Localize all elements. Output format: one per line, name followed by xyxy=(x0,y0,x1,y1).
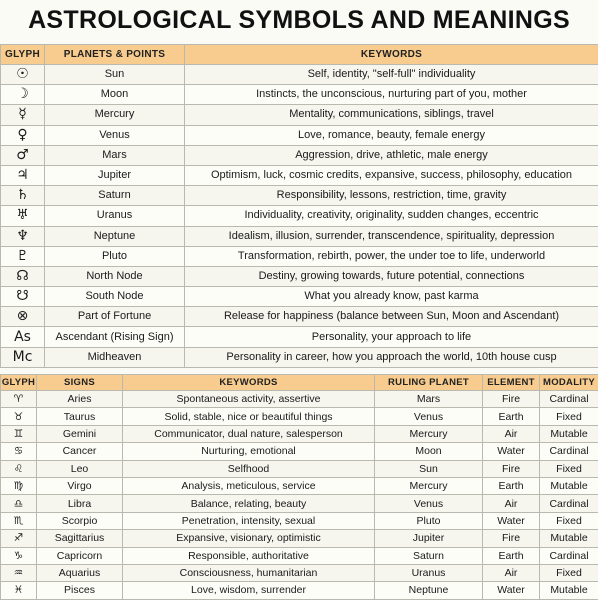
sign-keywords: Selfhood xyxy=(123,460,375,477)
glyph-icon: ♀ xyxy=(1,125,45,145)
sign-name: Leo xyxy=(37,460,123,477)
planet-keywords: What you already know, past karma xyxy=(185,287,598,307)
header-planets-points: PLANETS & POINTS xyxy=(45,45,185,65)
glyph-icon: Mc xyxy=(1,347,45,367)
table-row xyxy=(1,287,598,307)
glyph-icon: ☿ xyxy=(1,105,45,125)
planet-keywords: Individuality, creativity, originality, sudden changes, eccentric xyxy=(185,206,598,226)
element: Water xyxy=(483,443,540,460)
planet-keywords: Idealism, illusion, surrender, transcendence, spirituality, depression xyxy=(185,226,598,246)
planet-keywords: Release for happiness (balance between Sun, Moon and Ascendant) xyxy=(185,307,598,327)
sign-keywords: Penetration, intensity, sexual xyxy=(123,512,375,529)
planet-name: Uranus xyxy=(45,206,185,226)
element: Earth xyxy=(483,547,540,564)
sign-keywords: Nurturing, emotional xyxy=(123,443,375,460)
planet-name: Ascendant (Rising Sign) xyxy=(45,327,185,347)
sign-keywords: Communicator, dual nature, salesperson xyxy=(123,425,375,442)
modality: Fixed xyxy=(540,564,598,581)
planet-name: South Node xyxy=(45,287,185,307)
glyph-icon: ☉ xyxy=(1,65,45,85)
glyph-icon: ♐ xyxy=(1,530,37,547)
header-keywords: KEYWORDS xyxy=(123,375,375,391)
sign-name: Aquarius xyxy=(37,564,123,581)
glyph-icon: ☋ xyxy=(1,287,45,307)
planet-keywords: Self, identity, "self-full" individuality xyxy=(185,65,598,85)
planet-keywords: Love, romance, beauty, female energy xyxy=(185,125,598,145)
planet-name: Pluto xyxy=(45,246,185,266)
ruling-planet: Venus xyxy=(375,495,483,512)
ruling-planet: Saturn xyxy=(375,547,483,564)
planet-name: Neptune xyxy=(45,226,185,246)
glyph-icon: ♇ xyxy=(1,246,45,266)
table-row xyxy=(1,495,598,512)
sign-keywords: Love, wisdom, surrender xyxy=(123,582,375,599)
table-row xyxy=(1,307,598,327)
glyph-icon: ♉ xyxy=(1,408,37,425)
table-row xyxy=(1,425,598,442)
ruling-planet: Mercury xyxy=(375,477,483,494)
glyph-icon: ☊ xyxy=(1,266,45,286)
element: Air xyxy=(483,564,540,581)
table-row xyxy=(1,512,598,529)
signs-header-row xyxy=(1,375,598,391)
planet-name: Mars xyxy=(45,145,185,165)
table-row xyxy=(1,327,598,347)
modality: Cardinal xyxy=(540,443,598,460)
table-row xyxy=(1,530,598,547)
element: Fire xyxy=(483,530,540,547)
table-row xyxy=(1,347,598,367)
glyph-icon: ♆ xyxy=(1,226,45,246)
ruling-planet: Venus xyxy=(375,408,483,425)
element: Earth xyxy=(483,408,540,425)
modality: Fixed xyxy=(540,408,598,425)
table-row xyxy=(1,165,598,185)
planet-keywords: Transformation, rebirth, power, the under toe to life, underworld xyxy=(185,246,598,266)
modality: Mutable xyxy=(540,425,598,442)
page-title: ASTROLOGICAL SYMBOLS AND MEANINGS xyxy=(0,0,598,40)
glyph-icon: ♌ xyxy=(1,460,37,477)
modality: Cardinal xyxy=(540,547,598,564)
sign-name: Gemini xyxy=(37,425,123,442)
glyph-icon: ♃ xyxy=(1,165,45,185)
table-row xyxy=(1,105,598,125)
sign-keywords: Spontaneous activity, assertive xyxy=(123,391,375,408)
glyph-icon: ♂ xyxy=(1,145,45,165)
sign-name: Taurus xyxy=(37,408,123,425)
element: Water xyxy=(483,582,540,599)
table-row xyxy=(1,145,598,165)
table-row xyxy=(1,85,598,105)
ruling-planet: Sun xyxy=(375,460,483,477)
table-row xyxy=(1,186,598,206)
ruling-planet: Uranus xyxy=(375,564,483,581)
modality: Fixed xyxy=(540,512,598,529)
header-keywords: KEYWORDS xyxy=(185,45,598,65)
glyph-icon: ♊ xyxy=(1,425,37,442)
sign-name: Cancer xyxy=(37,443,123,460)
sign-name: Capricorn xyxy=(37,547,123,564)
ruling-planet: Mars xyxy=(375,391,483,408)
signs-table xyxy=(0,374,598,600)
element: Fire xyxy=(483,391,540,408)
header-ruling-planet: RULING PLANET xyxy=(375,375,483,391)
sign-name: Scorpio xyxy=(37,512,123,529)
ruling-planet: Pluto xyxy=(375,512,483,529)
planet-name: Mercury xyxy=(45,105,185,125)
planet-keywords: Aggression, drive, athletic, male energy xyxy=(185,145,598,165)
table-row xyxy=(1,477,598,494)
element: Earth xyxy=(483,477,540,494)
planet-name: Jupiter xyxy=(45,165,185,185)
planet-keywords: Instincts, the unconscious, nurturing part of you, mother xyxy=(185,85,598,105)
glyph-icon: As xyxy=(1,327,45,347)
planet-keywords: Personality in career, how you approach the world, 10th house cusp xyxy=(185,347,598,367)
planet-name: Moon xyxy=(45,85,185,105)
glyph-icon: ♎ xyxy=(1,495,37,512)
planet-keywords: Optimism, luck, cosmic credits, expansive, success, philosophy, education xyxy=(185,165,598,185)
glyph-icon: ♅ xyxy=(1,206,45,226)
modality: Mutable xyxy=(540,582,598,599)
glyph-icon: ♍ xyxy=(1,477,37,494)
table-row xyxy=(1,547,598,564)
modality: Mutable xyxy=(540,477,598,494)
table-row xyxy=(1,582,598,599)
sign-keywords: Analysis, meticulous, service xyxy=(123,477,375,494)
glyph-icon: ⊗ xyxy=(1,307,45,327)
sign-keywords: Responsible, authoritative xyxy=(123,547,375,564)
planet-keywords: Destiny, growing towards, future potential, connections xyxy=(185,266,598,286)
table-row xyxy=(1,408,598,425)
table-row xyxy=(1,246,598,266)
planet-name: Sun xyxy=(45,65,185,85)
planets-header-row xyxy=(1,45,598,65)
sign-name: Aries xyxy=(37,391,123,408)
table-row xyxy=(1,443,598,460)
header-glyph: GLYPH xyxy=(1,375,37,391)
table-row xyxy=(1,460,598,477)
planet-keywords: Responsibility, lessons, restriction, time, gravity xyxy=(185,186,598,206)
glyph-icon: ♏ xyxy=(1,512,37,529)
glyph-icon: ♈ xyxy=(1,391,37,408)
table-row xyxy=(1,65,598,85)
sign-keywords: Expansive, visionary, optimistic xyxy=(123,530,375,547)
planet-name: Part of Fortune xyxy=(45,307,185,327)
element: Air xyxy=(483,425,540,442)
sign-keywords: Consciousness, humanitarian xyxy=(123,564,375,581)
planet-keywords: Personality, your approach to life xyxy=(185,327,598,347)
ruling-planet: Neptune xyxy=(375,582,483,599)
modality: Fixed xyxy=(540,460,598,477)
sign-name: Sagittarius xyxy=(37,530,123,547)
header-element: ELEMENT xyxy=(483,375,540,391)
table-row xyxy=(1,125,598,145)
element: Air xyxy=(483,495,540,512)
ruling-planet: Mercury xyxy=(375,425,483,442)
sign-keywords: Solid, stable, nice or beautiful things xyxy=(123,408,375,425)
table-row xyxy=(1,564,598,581)
planet-name: Midheaven xyxy=(45,347,185,367)
header-signs: SIGNS xyxy=(37,375,123,391)
modality: Cardinal xyxy=(540,495,598,512)
table-row xyxy=(1,266,598,286)
planet-name: North Node xyxy=(45,266,185,286)
ruling-planet: Jupiter xyxy=(375,530,483,547)
glyph-icon: ♑ xyxy=(1,547,37,564)
ruling-planet: Moon xyxy=(375,443,483,460)
planet-name: Venus xyxy=(45,125,185,145)
planet-keywords: Mentality, communications, siblings, travel xyxy=(185,105,598,125)
sign-name: Libra xyxy=(37,495,123,512)
glyph-icon: ♋ xyxy=(1,443,37,460)
planet-name: Saturn xyxy=(45,186,185,206)
glyph-icon: ♒ xyxy=(1,564,37,581)
header-modality: MODALITY xyxy=(540,375,598,391)
table-row xyxy=(1,206,598,226)
table-row xyxy=(1,391,598,408)
glyph-icon: ♓ xyxy=(1,582,37,599)
sign-name: Virgo xyxy=(37,477,123,494)
table-row xyxy=(1,226,598,246)
sign-keywords: Balance, relating, beauty xyxy=(123,495,375,512)
modality: Cardinal xyxy=(540,391,598,408)
element: Water xyxy=(483,512,540,529)
header-glyph: GLYPH xyxy=(1,45,45,65)
modality: Mutable xyxy=(540,530,598,547)
planets-points-table xyxy=(0,44,598,368)
element: Fire xyxy=(483,460,540,477)
glyph-icon: ♄ xyxy=(1,186,45,206)
sign-name: Pisces xyxy=(37,582,123,599)
glyph-icon: ☽ xyxy=(1,85,45,105)
